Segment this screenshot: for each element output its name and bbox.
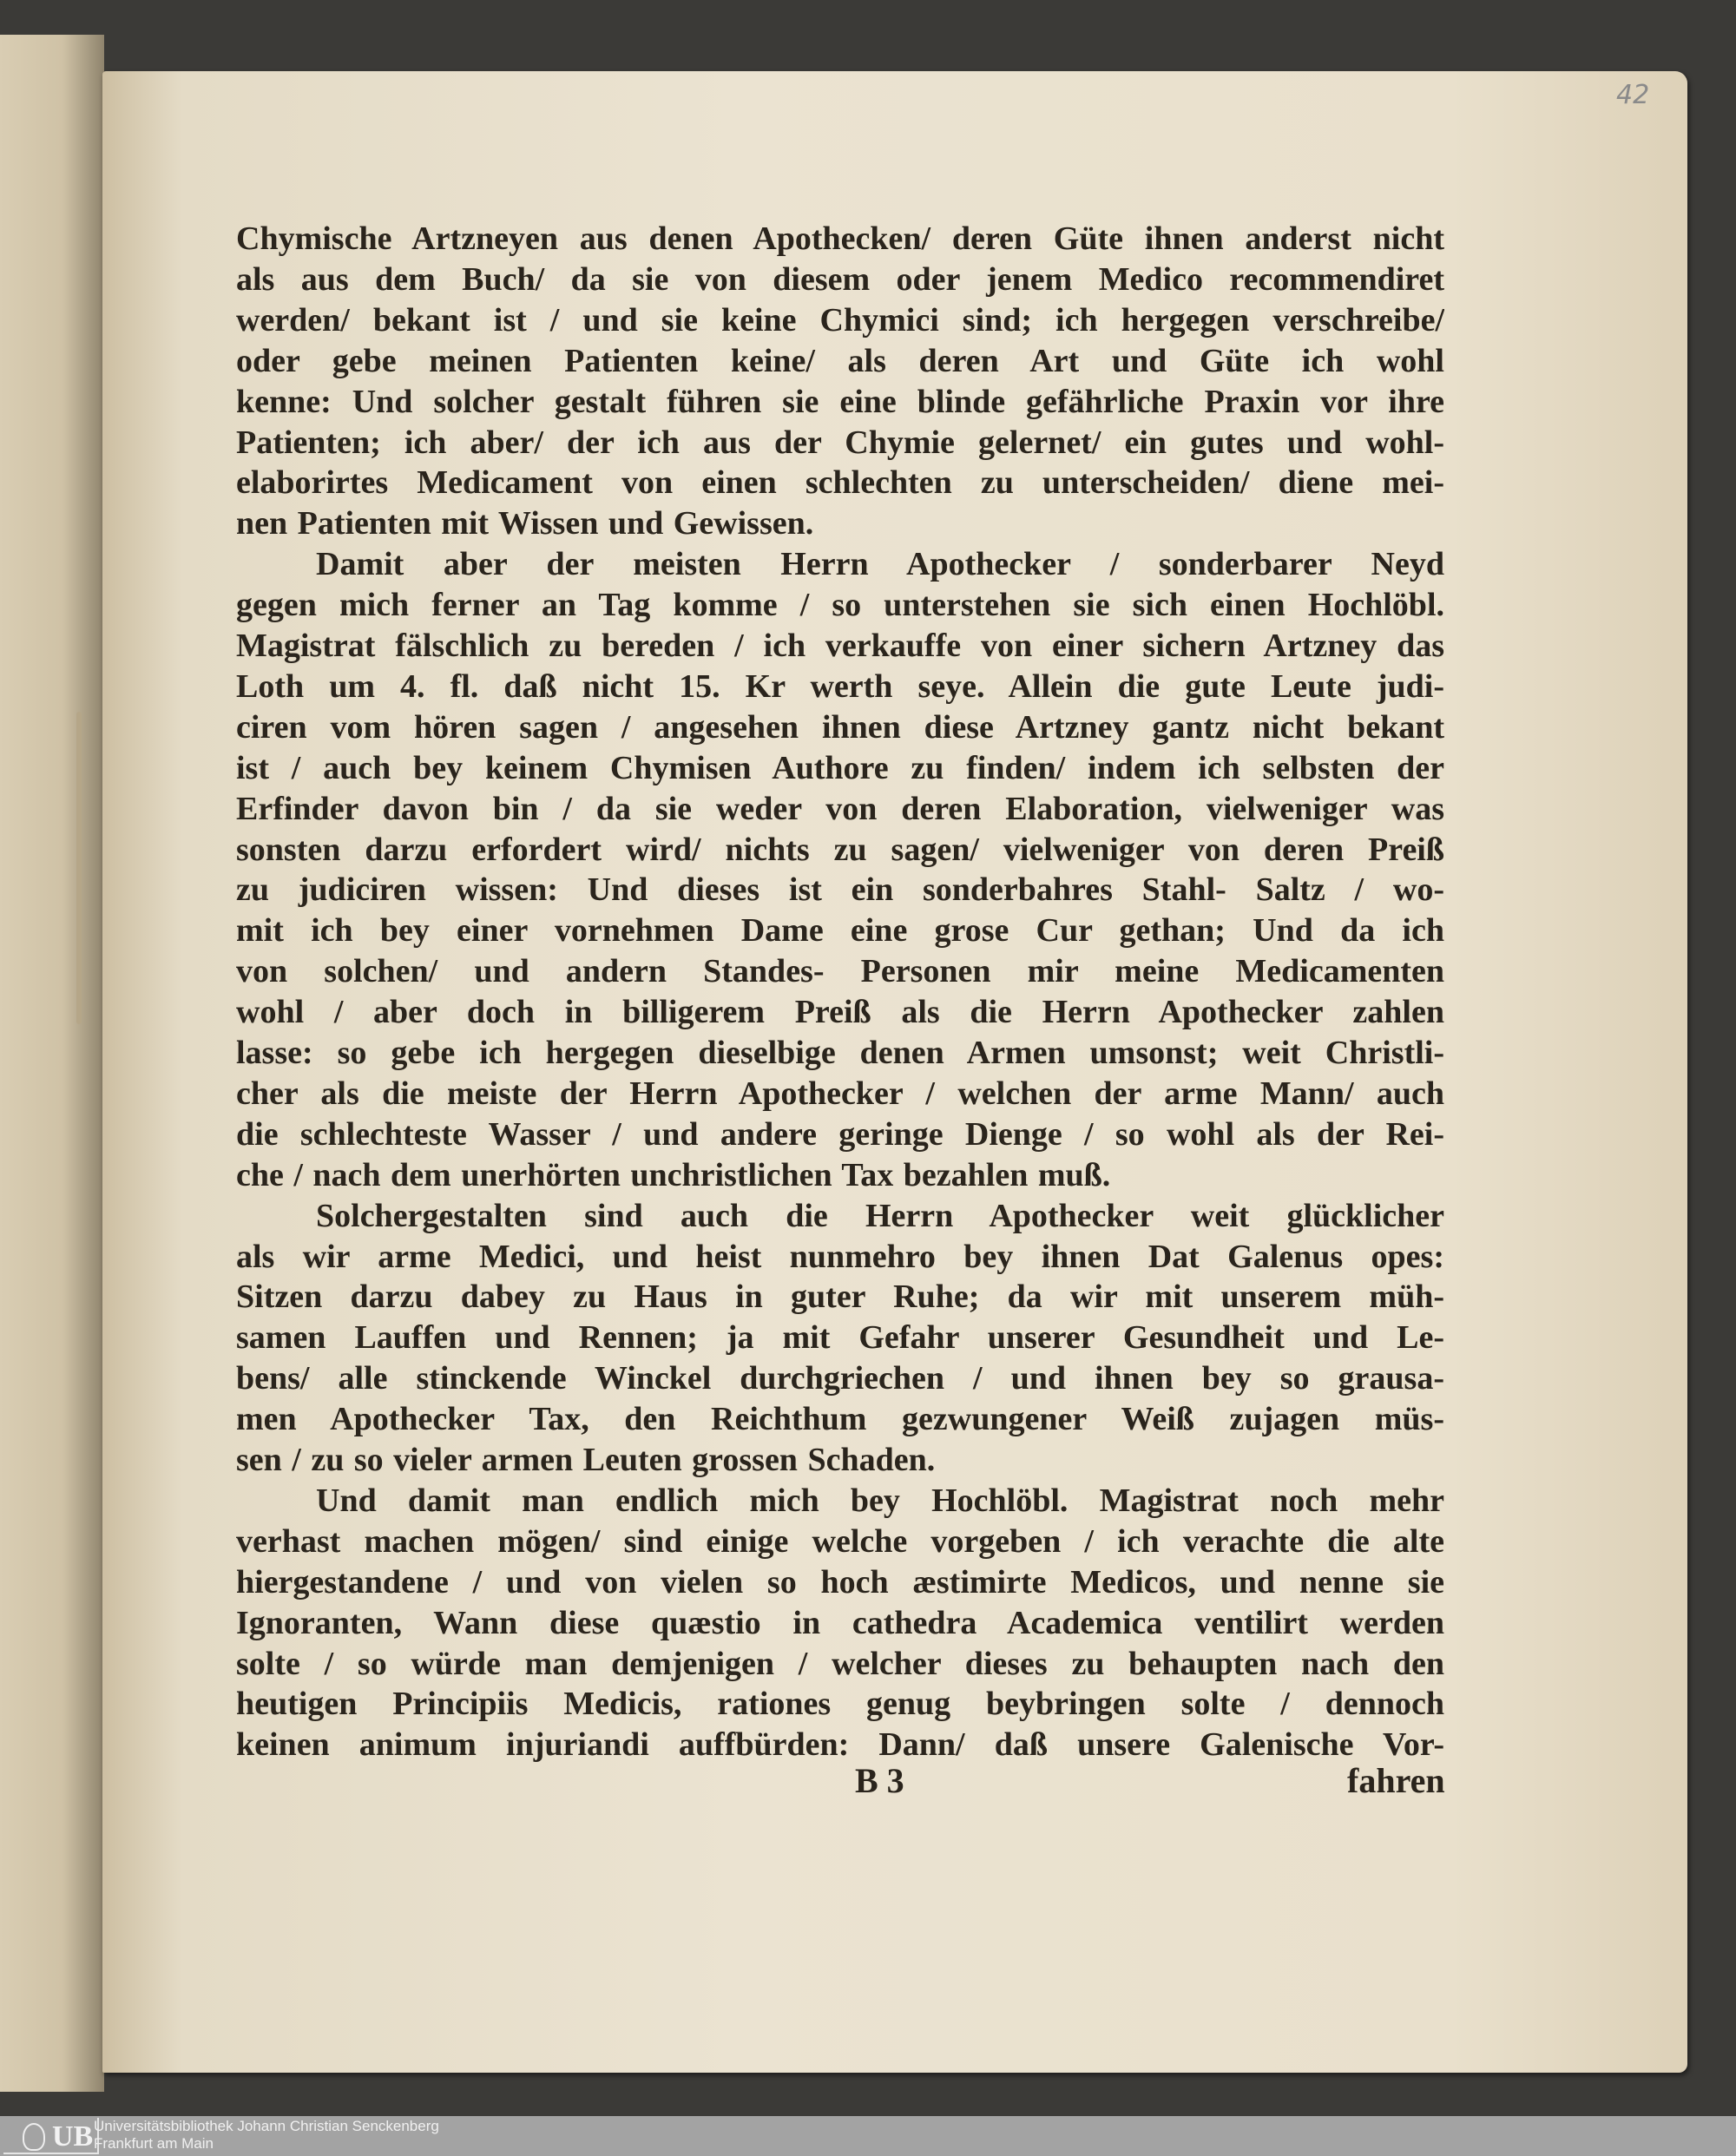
text-line: Sitzen darzu dabey zu Haus in guter Ruhe; da wir mit unserem müh- xyxy=(236,1278,1444,1316)
library-footer xyxy=(0,2116,1736,2156)
text-line: samen Lauffen und Rennen; ja mit Gefahr unserer Gesundheit und Le- xyxy=(236,1319,1444,1357)
text-line: elaborirtes Medicament von einen schlechten zu unterscheiden/ diene mei- xyxy=(236,464,1444,502)
text-line: Patienten; ich aber/ der ich aus der Chymie gelernet/ ein gutes und wohl- xyxy=(236,424,1444,461)
text-line: Und damit man endlich mich bey Hochlöbl. Magistrat noch mehr xyxy=(316,1482,1444,1519)
ub-logo xyxy=(3,2118,99,2154)
text-line: sonsten darzu erfordert wird/ nichts zu sagen/ vielweniger von deren Preiß xyxy=(236,831,1444,868)
text-line: heutigen Principiis Medicis, rationes genug beybringen solte / dennoch xyxy=(236,1686,1444,1723)
portrait-icon xyxy=(23,2123,45,2151)
text-line: mit ich bey einer vornehmen Dame eine grose Cur gethan; Und da ich xyxy=(236,912,1444,950)
text-line: als wir arme Medici, und heist nunmehro bey ihnen Dat Galenus opes: xyxy=(236,1238,1444,1275)
text-line: hiergestandene / und von vielen so hoch æstimirte Medicos, und nenne sie xyxy=(236,1563,1444,1601)
text-line: wohl / aber doch in billigerem Preiß als die Herrn Apothecker zahlen xyxy=(236,994,1444,1031)
text-line: Loth um 4. fl. daß nicht 15. Kr werth seye. Allein die gute Leute judi- xyxy=(236,667,1444,705)
text-line: die schlechteste Wasser / und andere geringe Dienge / so wohl als der Rei- xyxy=(236,1115,1444,1153)
text-line: nen Patienten mit Wissen und Gewissen. xyxy=(236,505,814,542)
text-line: zu judiciren wissen: Und dieses ist ein sonderbahres Stahl- Saltz / wo- xyxy=(236,871,1444,909)
text-line: als aus dem Buch/ da sie von diesem oder jenem Medico recommendiret xyxy=(236,260,1444,298)
text-line: solte / so würde man demjenigen / welcher dieses zu behaupten nach den xyxy=(236,1645,1444,1682)
text-line: Damit aber der meisten Herrn Apothecker / sonderbarer Neyd xyxy=(316,546,1444,583)
text-line: von solchen/ und andern Standes- Personen mir meine Medicamenten xyxy=(236,953,1444,990)
text-line: cher als die meiste der Herrn Apothecker / welchen der arme Mann/ auch xyxy=(236,1075,1444,1112)
library-name: Universitätsbibliothek Johann Christian Senckenberg xyxy=(94,2118,439,2134)
text-line: lasse: so gebe ich hergegen dieselbige denen Armen umsonst; weit Christli- xyxy=(236,1035,1444,1071)
library-city: Frankfurt am Main xyxy=(94,2135,214,2152)
text-line: Magistrat fälschlich zu bereden / ich verkauffe von einer sichern Artzney das xyxy=(236,628,1444,664)
text-line: werden/ bekant ist / und sie keine Chymici sind; ich hergegen verschreibe/ xyxy=(236,301,1444,339)
text-line: keinen animum injuriandi auffbürden: Dann/ daß unsere Galenische Vor- xyxy=(236,1726,1444,1764)
text-line: Ignoranten, Wann diese quæstio in cathedra Academica ventilirt werden xyxy=(236,1604,1444,1641)
text-line: Erfinder davon bin / da sie weder von deren Elaboration, vielweniger was xyxy=(236,790,1444,827)
text-line: che / nach dem unerhörten unchristlichen Tax bezahlen muß. xyxy=(236,1156,1111,1193)
catchword: fahren xyxy=(1347,1761,1445,1800)
text-line: gegen mich ferner an Tag komme / so unterstehen sie sich einen Hochlöbl. xyxy=(236,587,1444,624)
text-line: verhast machen mögen/ sind einige welche vorgeben / ich verachte die alte xyxy=(236,1522,1444,1560)
text-line: bens/ alle stinckende Winckel durchgriechen / und ihnen bey so grausa- xyxy=(236,1360,1444,1397)
folio-number: 42 xyxy=(1616,80,1650,110)
logo-text: UB xyxy=(52,2120,94,2153)
library-credit xyxy=(94,2118,439,2153)
text-line: oder gebe meinen Patienten keine/ als deren Art und Güte ich wohl xyxy=(236,342,1444,379)
text-line: kenne: Und solcher gestalt führen sie eine blinde gefährliche Praxin vor ihre xyxy=(236,383,1444,420)
text-line: men Apothecker Tax, den Reichthum gezwungener Weiß zujagen müs- xyxy=(236,1401,1444,1438)
signature-mark: B 3 xyxy=(855,1761,904,1800)
facing-page-edge xyxy=(0,35,104,2092)
binding-mark xyxy=(76,712,82,1024)
text-line: ciren vom hören sagen / angesehen ihnen diese Artzney gantz nicht bekant xyxy=(236,708,1444,746)
text-line: Chymische Artzneyen aus denen Apothecken/ deren Güte ihnen anderst nicht xyxy=(236,220,1444,257)
text-line: sen / zu so vieler armen Leuten grossen Schaden. xyxy=(236,1442,936,1478)
text-line: Solchergestalten sind auch die Herrn Apothecker weit glücklicher xyxy=(316,1197,1444,1234)
text-line: ist / auch bey keinem Chymisen Authore zu finden/ indem ich selbsten der xyxy=(236,749,1444,786)
